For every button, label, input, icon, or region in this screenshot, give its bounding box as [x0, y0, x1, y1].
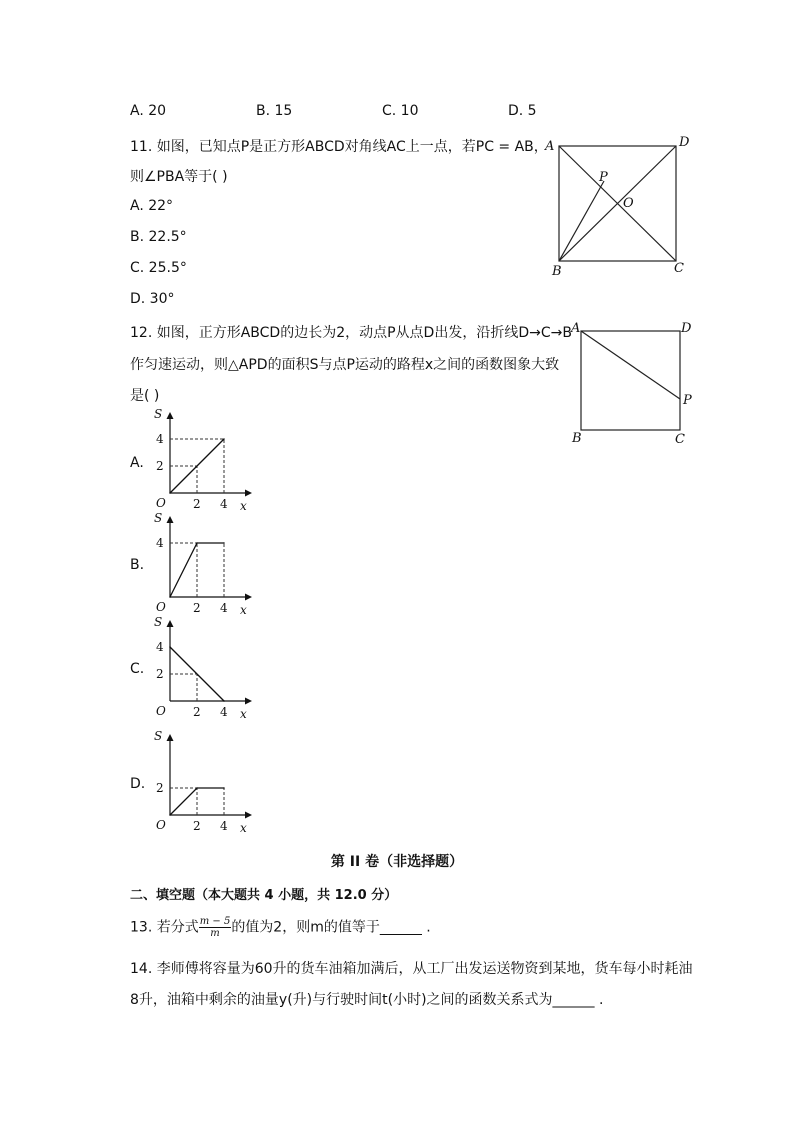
q11-label-c: C — [674, 261, 684, 276]
y-tick-label: 2 — [156, 781, 164, 795]
x-tick-label: 4 — [220, 705, 228, 719]
x-axis-arrow — [245, 594, 252, 601]
x-axis-arrow — [245, 490, 252, 497]
q14-stem-line1: 14. 李师傅将容量为60升的货车油箱加满后，从工厂出发运送物资到某地，货车每小时耗油 — [130, 961, 693, 977]
origin-label: O — [156, 704, 166, 718]
q11-label-o: O — [623, 196, 634, 211]
q12-segment-ap — [581, 331, 680, 399]
q12-figure — [565, 318, 705, 448]
q11-option-b: B. 22.5° — [130, 229, 187, 245]
q10-options — [0, 103, 794, 123]
q12-stem-line1: 12. 如图，正方形ABCD的边长为2，动点P从点D出发，沿折线D→C→B — [130, 325, 572, 341]
x-tick-label: 4 — [220, 819, 228, 833]
data-point — [169, 596, 171, 598]
section-2-heading: 二、填空题（本大题共 4 小题，共 12.0 分） — [130, 888, 398, 903]
data-point — [169, 492, 171, 494]
data-point — [169, 814, 171, 816]
y-axis-arrow — [167, 734, 174, 741]
graph-b — [148, 510, 258, 620]
q12-label-a: A — [571, 321, 581, 336]
q11-label-p: P — [599, 170, 608, 185]
q11-stem-line1: 11. 如图，已知点P是正方形ABCD对角线AC上一点，若PC = AB， — [130, 139, 548, 155]
q10-option-d: D. 5 — [508, 103, 537, 119]
x-tick-label: 2 — [193, 497, 201, 511]
q10-option-a: A. 20 — [130, 103, 167, 119]
x-tick-label: 4 — [220, 601, 228, 615]
y-axis-label: S — [154, 511, 163, 525]
y-axis-label: S — [154, 407, 163, 421]
y-tick-label: 2 — [156, 459, 164, 473]
q12-stem-line3: 是( ) — [130, 388, 160, 404]
q12-graph-option-d-label: D. — [130, 776, 146, 792]
y-tick-label: 2 — [156, 667, 164, 681]
x-tick-label: 2 — [193, 705, 201, 719]
data-point — [223, 438, 225, 440]
q12-label-p: P — [683, 393, 692, 408]
q12-label-c: C — [675, 432, 685, 447]
q12-graph-option-c-label: C. — [130, 661, 145, 677]
data-point — [223, 542, 225, 544]
q11-stem-line2: 则∠PBA等于( ) — [130, 169, 228, 185]
q10-option-b: B. 15 — [256, 103, 293, 119]
q10-option-c: C. 10 — [382, 103, 419, 119]
x-axis-label: x — [240, 603, 247, 617]
y-axis-label: S — [154, 729, 163, 743]
q12-square — [581, 331, 680, 430]
graph-c — [148, 614, 258, 724]
q12-stem-line2: 作匀速运动，则△APD的面积S与点P运动的路程x之间的函数图象大致 — [130, 357, 560, 373]
q12-label-d: D — [681, 321, 692, 336]
x-axis-label: x — [240, 821, 247, 835]
y-tick-label: 4 — [156, 432, 164, 446]
x-axis-label: x — [240, 499, 247, 513]
data-point — [169, 646, 171, 648]
q11-option-c: C. 25.5° — [130, 260, 187, 276]
q12-graph-option-a-label: A. — [130, 455, 144, 471]
q13-fraction-denominator: m — [210, 928, 220, 939]
origin-label: O — [156, 818, 166, 832]
q13-fraction — [199, 916, 232, 939]
x-tick-label: 4 — [220, 497, 228, 511]
y-tick-label: 4 — [156, 536, 164, 550]
q13-text-before: 13. 若分式 — [130, 919, 199, 936]
origin-label: O — [156, 496, 166, 510]
q11-label-b: B — [552, 264, 562, 279]
q11-label-d: D — [679, 135, 690, 150]
x-axis-arrow — [245, 812, 252, 819]
q13-line — [130, 916, 431, 939]
y-tick-label: 4 — [156, 640, 164, 654]
data-point — [196, 542, 198, 544]
data-point — [196, 787, 198, 789]
q11-segment-bp — [559, 181, 604, 261]
y-axis-arrow — [167, 620, 174, 627]
q13-fraction-numerator: m − 5 — [199, 916, 231, 927]
graph-a — [148, 406, 258, 516]
graph-d — [148, 728, 258, 838]
q12-graph-option-b-label: B. — [130, 557, 145, 573]
section-2-title: 第 II 卷（非选择题） — [330, 854, 464, 870]
x-tick-label: 2 — [193, 819, 201, 833]
y-axis-arrow — [167, 516, 174, 523]
y-axis-arrow — [167, 412, 174, 419]
y-axis-label: S — [154, 615, 163, 629]
x-axis-arrow — [245, 698, 252, 705]
series-line-c — [170, 647, 224, 701]
q11-option-d: D. 30° — [130, 291, 175, 307]
origin-label: O — [156, 600, 166, 614]
q14-stem-line2: 8升，油箱中剩余的油量y(升)与行驶时间t(小时)之间的函数关系式为______ . — [130, 992, 604, 1008]
q11-option-a: A. 22° — [130, 198, 174, 214]
q13-text-after: 的值为2，则m的值等于______ . — [231, 919, 431, 936]
data-point — [223, 700, 225, 702]
q12-label-b: B — [572, 431, 582, 446]
x-axis-label: x — [240, 707, 247, 721]
q11-label-a: A — [545, 139, 555, 154]
x-tick-label: 2 — [193, 601, 201, 615]
q11-figure — [540, 130, 700, 280]
data-point — [223, 787, 225, 789]
series-line-a — [170, 439, 224, 493]
